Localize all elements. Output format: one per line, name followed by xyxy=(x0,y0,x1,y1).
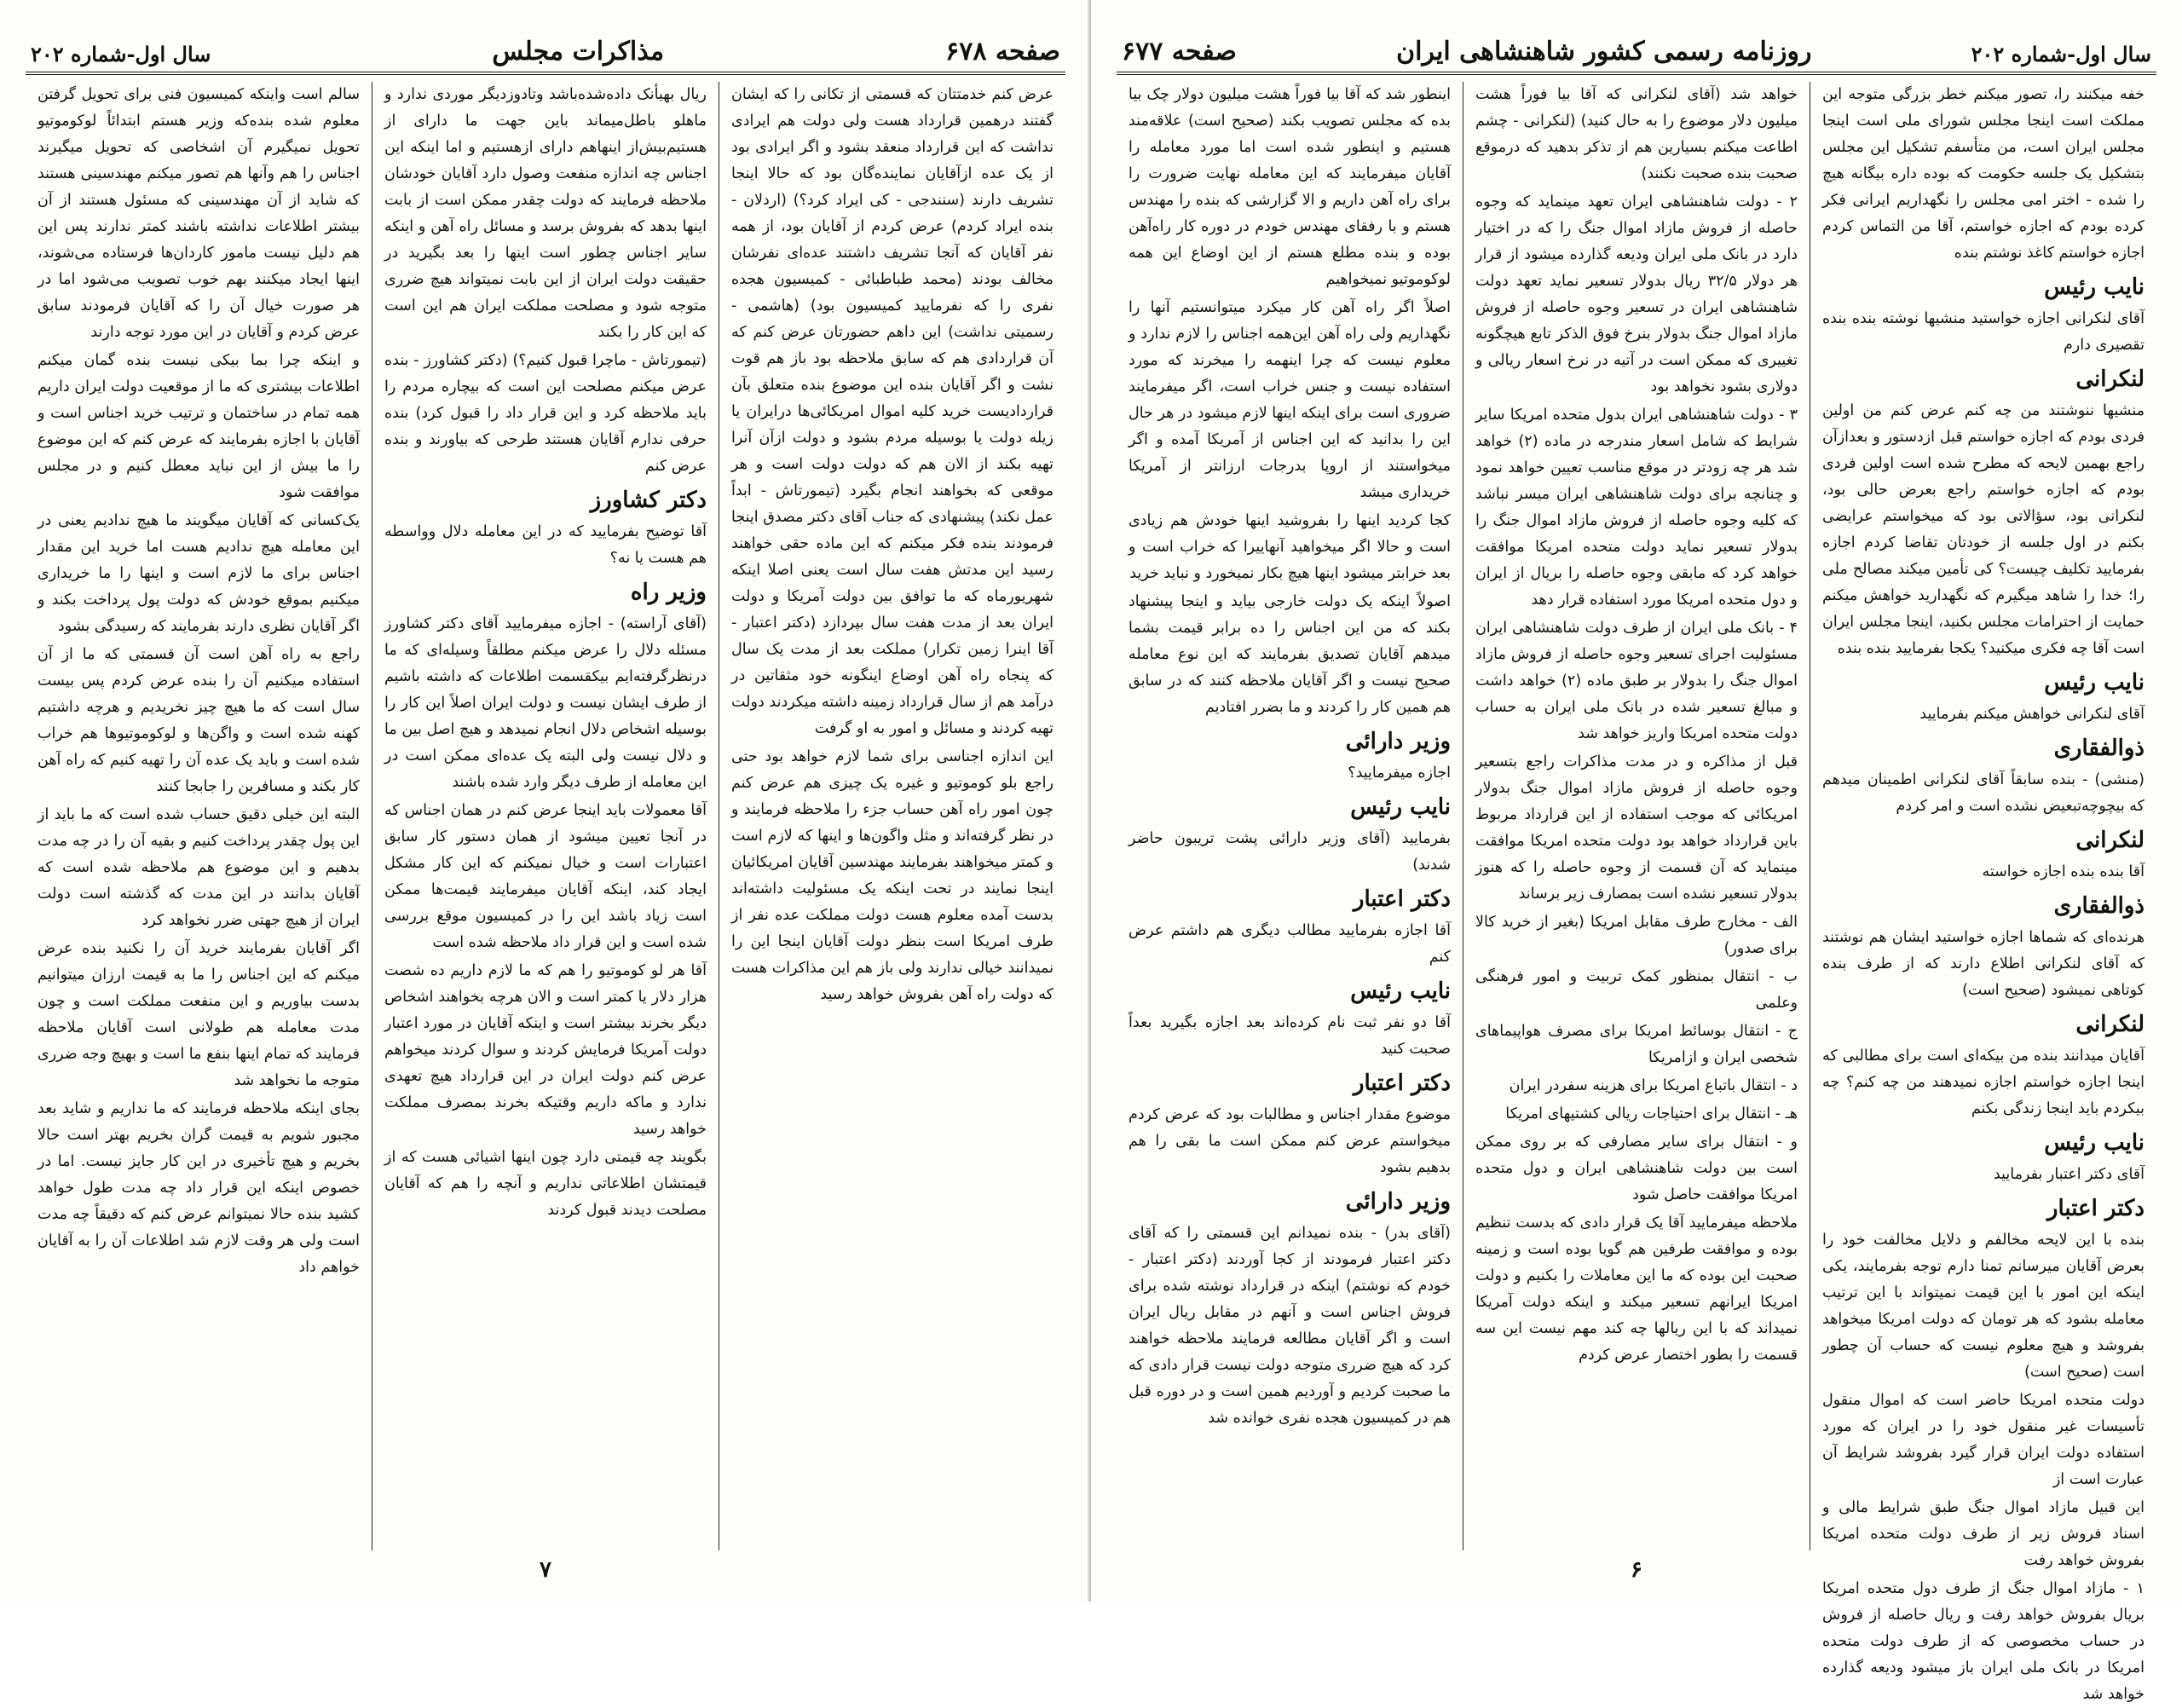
speaker-heading: نایب رئیس xyxy=(1350,978,1451,1004)
paragraph: اینطور شد که آقا بیا فوراً هشت میلیون دولار چک بیا بده که مجلس تصویب بکند (صحیح است) علاقه‌مند هستیم و اینطور شده است اما مورد معامله را آقایان میفرمایند که این معامله نهایت ضرورت را برای راه آهن داریم و الا گزارشی که بنده را مهندس هستم و با رفقای مهندس خودم در دوره کار راه‌آهن بوده و بنده مطلع هستم از این اوضاع این همه لوکوموتیو نمیخواهیم xyxy=(1129,86,1451,288)
paragraph: آقا معمولات باید اینجا عرض کنم در همان اجناس که در آنجا تعیین میشود از همان دستور کار سابق اعتبارات است و خیال نمیکنم که این کار مشکل ایجاد کند، اینکه آقایان میفرمایند قیمت‌ها ممکن است زیاد باشد این را در کمیسیون موقع بررسی شده است و این قرار داد ملاحظه شده است xyxy=(384,802,707,951)
paragraph: و اینکه چرا بما بیکی نیست بنده گمان میکنم اطلاعات بیشتری که ما از موقعیت دولت ایران داریم همه تمام در ساختمان و ترتیب خرید اجناس است و آقایان با اجازه بفرمایند که عرض کنم که این موضوع را ما بیش از این نباید معطل کنیم و در مجلس موافقت شود xyxy=(38,352,360,501)
left-column-2 xyxy=(372,82,719,1550)
left-column-3 xyxy=(26,82,372,1550)
left-page-title: مذاکرات مجلس xyxy=(492,37,665,66)
paragraph: قبل از مذاکره و در مدت مذاکرات راجع بتسعیر وجوه حاصله از فروش مازاد اموال جنگ بدولار امریکائی که موجب استفاده از این قرارداد مربوط باین قرارداد خواهد بود دولت متحده امریکا موافقت مینماید که آن قسمت از وجوه حاصله را که هنوز بدولار تسعیر نشده است بمصارف زیر برساند xyxy=(1475,753,1798,903)
right-page xyxy=(1091,0,2182,1703)
paragraph: (منشی) - بنده سابقاً آقای لنکرانی اطمینان میدهم که بیچوچه‌تبعیض نشده است و امر کردم xyxy=(1822,771,2144,815)
paragraph: بگویند چه قیمتی دارد چون اینها اشیائی هست که از قیمتشان اطلاعاتی نداریم و آنچه را هم که آقایان مصلحت دیدند قبول کردند xyxy=(384,1149,707,1219)
paragraph: (آقای بدر) - بنده نمیدانم این قسمتی را که آقای دکتر اعتبار فرمودند از کجا آوردند (دکتر اعتبار - خودم که نوشتم) اینکه در قرارداد نوشته شده برای فروش اجناس است و آنهم در مقابل ریال ایران است و اگر آقایان مطالعه فرمایند ملاحظه خواهند کرد که هیچ ضرری متوجه دولت نیست قرار دادی که ما صحبت کردیم و آوردیم همین است و در دوره قبل هم در کمیسیون هجده نفری خوانده شد xyxy=(1129,1225,1451,1427)
left-page-number: صفحه ۶۷۸ xyxy=(945,37,1060,66)
paragraph: البته این خیلی دقیق حساب شده است که ما باید از این پول چقدر پرداخت کنیم و بقیه آن را در چه مدت بدهیم و این موضوع هم ملاحظه شده است که آقایان بدانند در این مدت که گذشته است دولت ایران از هیچ جهتی ضرر نخواهد کرد xyxy=(38,806,360,929)
right-column-2 xyxy=(1463,82,1810,1550)
paragraph: عرض کنم خدمتتان که قسمتی از تکانی را که ایشان گفتند درهمین قرارداد هست ولی دولت هم ایرادی نداشت که این قرارداد منعقد بشود و اگر ایرادی بود از یک عده ازآقایان نماینده‌گان بود که حالا اینجا تشریف دارند (سنندجی - کی ایراد کرد؟) (اردلان - بنده ایراد کردم) عرض کردم از آقایان بود، از همه نفر آقایان که آنجا تشریف داشتند عده‌ای نفرشان مخالف بودند (محمد طباطبائی - کمیسیون هجده نفری را که نفرمایید کمیسیون بود) (هاشمی - رسمیتی نداشت) این داهم حضورتان عرض کنم که آن قراردادی هم که سابق ملاحظه بود باز هم قوت نشت و اگر آقایان بنده این موضوع بنده متعلق بآن قراردادیست خرید کلیه اموال امریکائی‌ها درایران یا زیله دولت یا بوسیله مردم بشود و دولت ازآن آنرا تهیه بکند از الان هم که دولت دولت است و هر موقعی که بخواهند انجام بگیرد (تیمورتاش - ابداً عمل نکند) پیشنهادی که جناب آقای دکتر مصدق اینجا فرمودند بنده فکر میکنم که این ماده حقی خواهند رسید این مدتش هفت سال است یعنی اصلا اینکه شهریورماه که ما توافق بین دولت آمریکا و دولت ایران بعد از مدت هفت سال بپردازد (دکتر اعتبار - آقا اینرا زمین تکرار) مملکت بعد از مدت یک سال که پنجاه راه آهن اوضاع اینگونه خود مثقاتین در درآمد هم از سال قرارداد زمینه داشته میکردند دولت تهیه کردند و مسائل و امور به او گرفت xyxy=(731,86,1053,737)
paragraph: هرنده‌ای که شماها اجازه خواستید ایشان هم نوشتند که آقای لنکرانی اطلاع دارند که از طرف بنده کوتاهی نمیشود (صحیح است) xyxy=(1822,929,2144,999)
paragraph: کجا کردید اینها را بفروشید اینها خودش هم زیادی است و حالا اگر میخواهید آنهاییرا که خراب است و بعد خرابتر میشود اینها هیچ بکار نمیخورد و نباید خرید xyxy=(1129,512,1451,582)
speaker-heading: دکتر اعتبار xyxy=(1353,886,1451,912)
paragraph: خفه میکنند را، تصور میکنم خطر بزرگی متوجه این مملکت است اینجا مجلس شورای ملی است اینجا مجلس ایران است، من متأسفم تشکیل این مجلس بتشکیل یک جلسه حکومت که بوده داره بیگانه هیچ را شده - اختر امی مجلس را نگهداریم ایرانی فکر کرده بودم که اجازه خواستم، آقا من التماس کردم اجازه خواستم کاغذ نوشتم بنده xyxy=(1822,86,2144,262)
paragraph: یک‌کسانی که آقایان میگویند ما هیچ ندادیم یعنی در این معامله هیچ ندادیم هست اما خرید این مقدار اجناس برای ما لازم است و اینها را ما خریداری میکنیم بموقع خودش که دولت پول پرداخت بکند و اگر آقایان نظری دارند بفرمایند که رسیدگی بشود xyxy=(38,512,360,635)
paragraph: اجازه میفرمایید؟ xyxy=(1348,765,1451,782)
speaker-heading: نایب رئیس xyxy=(2044,670,2144,695)
left-page xyxy=(0,0,1091,1601)
left-folio: ۷ xyxy=(540,1557,551,1583)
speaker-heading: وزیر دارائی xyxy=(1345,729,1451,754)
speaker-heading: دکتر کشاورز xyxy=(590,488,707,513)
paragraph: آقا دو نفر ثبت نام کرده‌اند بعد اجازه بگیرید بعداً صحبت کنید xyxy=(1129,1014,1451,1058)
paragraph: آقایان میدانند بنده من بیکه‌ای است برای مطالبی که اینجا اجازه خواستم اجازه نمیدهند من چه کنم؟ چه بیکردم باید اینجا زندگی بکنم xyxy=(1822,1047,2144,1117)
paragraph: ریال بهیأنک داده‌شده‌باشد وتادوزدیگر موردی ندارد و ماهلو باطل‌میماند باین جهت ما دارای از هستیم‌بیش‌از اینهاهم دارای ازهستیم و اما اینکه این اجناس چه اندازه منفعت وصول دارد آقایان خودشان ملاحظه فرمایند که دولت چقدر ممکن است از بابت اینها بدهد که بفروش برسد و مسائل راه آهن و اینکه سایر اجناس چطور است اینها را بعد بگیرید در حقیقت دولت ایران از این بابت نمیتواند هیچ ضرری متوجه شود و مصلحت مملکت ایران هم این است که این کار را بکند xyxy=(384,86,707,341)
speaker-heading: ذوالفقاری xyxy=(2053,893,2144,919)
paragraph: آقا بنده بنده اجازه خواسته xyxy=(1982,863,2144,880)
left-page-issue: سال اول-شماره ۲۰۲ xyxy=(31,42,211,66)
paragraph: آقا توضیح بفرمایید که در این معامله دلال وواسطه هم هست یا نه؟ xyxy=(384,523,707,567)
paragraph: ۳ - دولت شاهنشاهی ایران بدول متحده امریکا سایر شرایط که شامل اسعار مندرجه در ماده (۲) خواهد شد هر چه زودتر در موقع مناسب تعیین خواهد نمود و چنانچه برای دولت شاهنشاهی ایران میسر نباشد که کلیه وجوه حاصله از فروش مازاد اموال جنگ را بدولار تسعیر نماید دولت متحده امریکا موافقت خواهد کرد که مابقی وجوه حاصله را بریال از ایران و دول متحده امریکا مورد استفاده قرار دهد xyxy=(1475,407,1798,609)
paragraph: ج - انتقال بوسائط امریکا برای مصرف هواپیماهای شخصی ایران و ازامریکا xyxy=(1475,1023,1798,1066)
speaker-heading: دکتر اعتبار xyxy=(2046,1196,2144,1221)
paragraph: منشیها ننوشتند من چه کنم عرض کنم من اولین فردی بودم که اجازه خواستم قبل ازدستور و بعدازآن راجع بهمین لایحه که مطرح شده است اولین فردی بودم که اجازه خواستم راجع بعرض حالی بود، لنکرانی بود، سؤالاتی بود که میخواستم عرایضی بکنم در اول جلسه از خودتان تقاضا کردم اجازه بفرمایید تکلیف چیست؟ کی تأمین میکند مصالح ملی را؛ خدا را شاهد میگیرم که نگهدارید خواهش میکنم حمایت از احترامات مجلس بکنید، اینجا مجلس ایران است آقا چه فکری میکنید؟ یکجا بفرمایید بنده بنده xyxy=(1822,402,2144,657)
right-folio: ۶ xyxy=(1631,1557,1642,1583)
speaker-heading: لنکرانی xyxy=(2075,828,2144,853)
paragraph: موضوع مقدار اجناس و مطالبات بود که عرض کردم میخواستم عرض کنم ممکن است ما بقی را هم بدهیم بشود xyxy=(1129,1106,1451,1176)
paragraph: ۱ - مازاد اموال جنگ از طرف دول متحده امریکا بریال بفروش خواهد رفت و ریال حاصله از فروش در حساب مخصوصی که از طرف دولت متحده امریکا در بانک ملی ایران باز میشود ودیعه گذارده خواهد شد xyxy=(1822,1580,2144,1703)
paragraph: این قبیل مازاد اموال جنگ طبق شرایط مالی و اسناد فروش زیر از طرف دولت متحده امریکا بفروش خواهد رفت xyxy=(1822,1499,2144,1569)
paragraph: خواهد شد (آقای لنکرانی که آقا بیا فوراً هشت میلیون دلار موضوع را به حال کنید) (لنکرانی - چشم اطاعت میکنم بسیارین هم از تذکر بدهید که درموقع صحبت بنده صحبت نکنند) xyxy=(1475,86,1798,182)
right-column-3 xyxy=(1117,82,1463,1550)
paragraph: بفرمایید (آقای وزیر دارائی پشت تریبون حاضر شدند) xyxy=(1129,830,1451,874)
paragraph: سالم است واینکه کمیسیون فنی برای تحویل گرفتن معلوم شده بنده‌که وزیر هستم ابتدائاً لوکوموتیو تحویل نمیگیرم آن اشخاصی که تحویل میگیرند اجناس را هم وآنها هم تصور میکنم مهندسینی هستند که شاید از آن مهندسینی که مسئول هستند از آن بیشتر اطلاعات نداشته باشند کمتر ندارند پس این هم دلیل نیست مامور کاردان‌ها فرستاده می‌شوند، اینها ایجاد میکنند بهم خوب تصویب می‌شود اما در هر صورت خیال آن را که آقایان فرمودند سابق عرض کردم و آقایان در این مورد توجه دارند xyxy=(38,86,360,341)
speaker-heading: نایب رئیس xyxy=(2044,1130,2144,1156)
speaker-heading: وزیر راه xyxy=(630,580,707,605)
right-page-number: صفحه ۶۷۷ xyxy=(1122,37,1237,66)
right-page-title: روزنامه رسمی کشور شاهنشاهی ایران xyxy=(1396,37,1812,66)
right-page-header xyxy=(1117,29,2156,75)
paragraph: ملاحظه میفرمایید آقا یک قرار دادی که بدست تنظیم بوده و موافقت طرفین هم گویا بوده است و زمینه صحبت این بوده که ما این معاملات را بکنیم و دولت امریکا ایرانهم تسعیر میکند و اینکه دولت آمریکا نمیداند که با این ریالها چه کند مهم نیست این سه قسمت را بطور اختصار عرض کردم xyxy=(1475,1215,1798,1364)
paragraph: اصلاً اگر راه آهن کار میکرد میتوانستیم آنها را نگهداریم ولی راه آهن این‌همه اجناس را لازم ندارد و معلوم نیست که چرا اینهمه را میخرند که مورد استفاده نیست و جنس خراب است، اگر میفرمایند ضروری است برای اینکه اینها لازم میشود در هر حال این را بدانید که این اجناس از آمریکا آمده و اگر میخواستند از اروپا بدرجات ارزانتر از آمریکا خریداری میشد xyxy=(1129,299,1451,501)
paragraph: بنده با این لایحه مخالفم و دلایل مخالفت خود را بعرض آقایان میرسانم تمنا دارم توجه بفرمایند، یکی اینکه این امور با این قیمت نمیتواند با این ترتیب معامله بشود که هر تومان که دولت امریکا میخواهد بفروشد و هیچ معلوم نیست که حساب آن چطور است (صحیح است) xyxy=(1822,1232,2144,1381)
paragraph: (آقای آراسته) - اجازه میفرمایید آقای دکتر کشاورز مسئله دلال را عرض میکنم مطلقاً وسیله‌ای که ما درنظرگرفته‌ایم بیکقسمت اطلاعات که داشته باشیم از طرف ایشان نیست و دولت ایران اصلاً این کار را بوسیله اشخاص دلال انجام نمیدهد و هیچ اصل بین ما و دلال نیست ولی البته یک عده‌ای ممکن است در این معامله از طرف دیگر وارد شده باشند xyxy=(384,615,707,791)
paragraph: ۴ - بانک ملی ایران از طرف دولت شاهنشاهی ایران مسئولیت اجرای تسعیر وجوه حاصله از فروش مازاد اموال جنگ را بدولار بر طبق ماده (۲) خواهد داشت و مبالغ تسعیر شده در بانک ملی ایران به حساب دولت متحده امریکا واریز خواهد شد xyxy=(1475,620,1798,742)
paragraph: آقای لنکرانی اجازه خواستید منشیها نوشته بنده بنده تقصیری دارم xyxy=(1822,310,2144,354)
speaker-heading: وزیر دارائی xyxy=(1345,1189,1451,1215)
speaker-heading: ذوالفقاری xyxy=(2053,736,2144,761)
paragraph: دولت متحده امریکا حاضر است که اموال منقول تأسیسات غیر منقول خود را در ایران که مورد استفاده دولت ایران قرار گیرد بفروشد شرایط آن عبارت است از xyxy=(1822,1392,2144,1488)
left-column-1 xyxy=(719,82,1065,1550)
paragraph: این اندازه اجناسی برای شما لازم خواهد بود حتی راجع بلو کوموتیو و غیره یک چیزی هم عرض کنم چون امور راه آهن حساب جزء را ملاحظه فرمایند و در نظر گرفته‌اند و مثل واگون‌ها و اینها که لازم است و کمتر میخواهند بفرمایند مهندسین آقایان امریکائیان اینجا نمایند در تحت اینکه یک مسئولیت داشته‌اند بدست آمده معلوم هست دولت مملکت عده نفر از طرف امریکا است بنظر دولت آقایان اینجا این را نمیدانند خیالی ندارند ولی باز هم این مذاکرات هست که دولت راه آهن بفروش خواهد رسید xyxy=(731,748,1053,1003)
paragraph: آقای لنکرانی خواهش میکنم بفرمایید xyxy=(1919,706,2144,723)
paragraph: راجع به راه آهن است آن قسمتی که ما از آن استفاده میکنیم آن را بنده عرض کردم پس بیست سال است که ما هیچ چیز نخریدیم و هرچه داشتیم کهنه شده است و واگن‌ها و لوکوموتیوها هم خراب شده است و باید یک عده آن را تهیه کنیم که راه آهن کار بکند و مسافرین را جابجا کنند xyxy=(38,646,360,795)
speaker-heading: دکتر اعتبار xyxy=(1353,1070,1451,1096)
paragraph: ۲ - دولت شاهنشاهی ایران تعهد مینماید که وجوه حاصله از فروش مازاد اموال جنگ را که در اختیار دارد در بانک ملی ایران ودیعه گذارده میشود از قرار هر دولار ۳۲/۵ ریال بدولار تسعیر نماید تعهد دولت شاهنشاهی ایران در تسعیر وجوه حاصله از فروش مازاد اموال جنگ بدولار بنرخ فوق الذکر تابع هیچگونه تغییری که ممکن است در آتیه در نرخ اسعار ریالی و دولاری بشود نخواهد بود xyxy=(1475,193,1798,395)
left-page-columns xyxy=(26,82,1065,1550)
right-page-issue: سال اول-شماره ۲۰۲ xyxy=(1971,42,2151,66)
speaker-heading: لنکرانی xyxy=(2075,366,2144,392)
speaker-heading: نایب رئیس xyxy=(2044,274,2144,300)
paragraph: د - انتقال باتباع امریکا برای هزینه سفردر ایران xyxy=(1509,1077,1798,1094)
speaker-heading: نایب رئیس xyxy=(1350,794,1451,820)
paragraph: ب - انتقال بمنظور کمک تربیت و امور فرهنگی وعلمی xyxy=(1475,968,1798,1012)
paragraph: هـ - انتقال برای احتیاجات ریالی کشتیهای امریکا xyxy=(1505,1105,1798,1122)
paragraph: آقا اجازه بفرمایید مطالب دیگری هم داشتم عرض کنم xyxy=(1129,922,1451,966)
paragraph: آقای دکتر اعتبار بفرمایید xyxy=(1993,1166,2144,1183)
paragraph: بجای اینکه ملاحظه فرمایند که ما نداریم و شاید بعد مجبور شویم به قیمت گران بخریم بهتر است حالا بخریم و هیچ تأخیری در این کار جایز نیست. اما در خصوص اینکه این قرار داد چه مدت طول خواهد کشید بنده حالا نمیتوانم عرض کنم که دقیقاً چه مدت است ولی هر وقت لازم شد اطلاعات آن را به آقایان خواهم داد xyxy=(38,1100,360,1276)
paragraph: (تیمورتاش - ماچرا قبول کنیم؟) (دکتر کشاورز - بنده عرض میکنم مصلحت این است که بیچاره مردم را باید ملاحظه کرد و این قرار داد را قبول کرد) بنده حرفی ندارم آقایان هستند طرحی که بیاورند و بنده عرض کنم xyxy=(384,352,707,475)
left-page-header xyxy=(26,29,1065,75)
paragraph: اگر آقایان بفرمایند خرید آن را نکنید بنده عرض میکنم که این اجناس را ما به قیمت ارزان میتوانیم بدست بیاوریم و این منفعت مملکت است و چون مدت معامله هم طولانی است آقایان ملاحظه فرمایند که تمام اینها بنفع ما است و بهیچ وجه ضرری متوجه ما نخواهد شد xyxy=(38,940,360,1089)
paragraph: آقا هر لو کوموتیو را هم که ما لازم داریم ده شصت هزار دلار یا کمتر است و الان هرچه بخواهند اشخاص دیگر بخرند بیشتر است و اینکه آقایان در مورد اعتبار دولت آمریکا فرمایش کردند و سوال کردند میخواهم عرض کنم دولت ایران در این قرارداد هیچ تعهدی ندارد و ماکه داریم وقتیکه بخرند بمصرف مملکت خواهد رسید xyxy=(384,962,707,1138)
paragraph: الف - مخارج طرف مقابل امریکا (بغیر از خرید کالا برای صدور) xyxy=(1475,914,1798,957)
paragraph: و - انتقال برای سایر مصارفی که بر روی ممکن است بین دولت شاهنشاهی ایران و دول متحده امریکا موافقت حاصل شود xyxy=(1475,1134,1798,1203)
right-column-1 xyxy=(1810,82,2156,1703)
speaker-heading: لنکرانی xyxy=(2075,1012,2144,1037)
paragraph: اصولاً اینکه یک دولت خارجی بیاید و اینجا پیشنهاد بکند که من این اجناس را ده برابر قیمت بشما میدهم آقایان تصدیق بفرمایند که این نوع معامله صحیح نیست و اگر آقایان ملاحظه کنند که در سابق هم همین کار را کردند و ما بضرر افتادیم xyxy=(1129,593,1451,716)
right-page-columns xyxy=(1117,82,2156,1703)
